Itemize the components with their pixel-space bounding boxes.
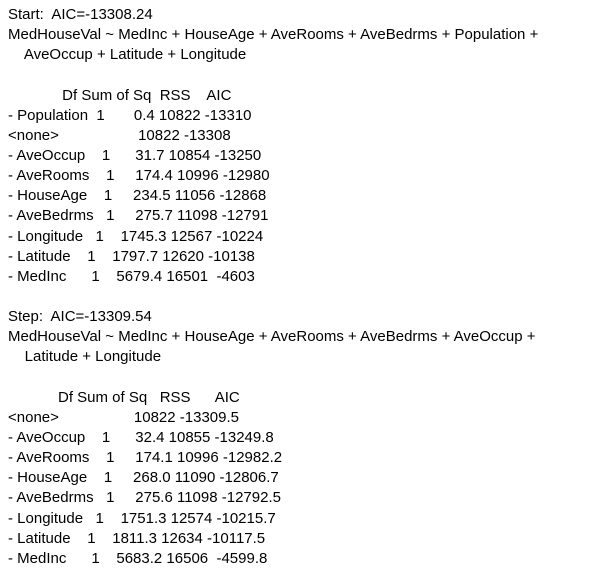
blank-line (8, 287, 592, 307)
step-table-row-latitude: - Latitude 1 1811.3 12634 -10117.5 (8, 529, 266, 547)
start-table-row-aveoccup: - AveOccup 1 31.7 10854 -13250 (8, 146, 262, 164)
start-table-row-longitude: - Longitude 1 1745.3 12567 -10224 (8, 227, 264, 245)
start-table-row-houseage: - HouseAge 1 234.5 11056 -12868 (8, 187, 267, 205)
start-formula-line-2: AveOccup + Latitude + Longitude (8, 46, 247, 64)
start-table-row-latitude: - Latitude 1 1797.7 12620 -10138 (8, 247, 255, 265)
step-table-row-avebedrms: - AveBedrms 1 275.6 11098 -12792.5 (8, 489, 281, 507)
step-table-row-medinc: - MedInc 1 5683.2 16506 -4599.8 (8, 549, 268, 567)
step-table-row-aveoccup: - AveOccup 1 32.4 10855 -13249.8 (8, 428, 274, 446)
start-aic-line: Start: AIC=-13308.24 (8, 6, 153, 23)
step-aic-line: Step: AIC=-13309.54 (8, 308, 152, 326)
step-formula-line-2: Latitude + Longitude (8, 348, 162, 366)
step-table-row-averooms: - AveRooms 1 174.1 10996 -12982.2 (8, 449, 283, 467)
start-table-row-averooms: - AveRooms 1 174.4 10996 -12980 (8, 167, 270, 185)
step-formula-line-1: MedHouseVal ~ MedInc + HouseAge + AveRooms + AveBedrms + AveOccup + (8, 328, 536, 346)
start-table-header: Df Sum of Sq RSS AIC (8, 86, 232, 104)
step-table-row-none: <none> 10822 -13309.5 (8, 408, 239, 426)
step-table-row-longitude: - Longitude 1 1751.3 12574 -10215.7 (8, 509, 276, 527)
start-table-row-medinc: - MedInc 1 5679.4 16501 -4603 (8, 267, 255, 285)
blank-line (8, 65, 592, 85)
step-table-header: Df Sum of Sq RSS AIC (8, 388, 240, 406)
start-table-row-population: - Population 1 0.4 10822 -13310 (8, 106, 252, 124)
step-table-row-houseage: - HouseAge 1 268.0 11090 -12806.7 (8, 469, 279, 487)
start-table-row-none: <none> 10822 -13308 (8, 126, 231, 144)
start-table-row-avebedrms: - AveBedrms 1 275.7 11098 -12791 (8, 207, 269, 225)
blank-line (8, 368, 592, 388)
start-formula-line-1: MedHouseVal ~ MedInc + HouseAge + AveRooms + AveBedrms + Population + (8, 26, 539, 44)
